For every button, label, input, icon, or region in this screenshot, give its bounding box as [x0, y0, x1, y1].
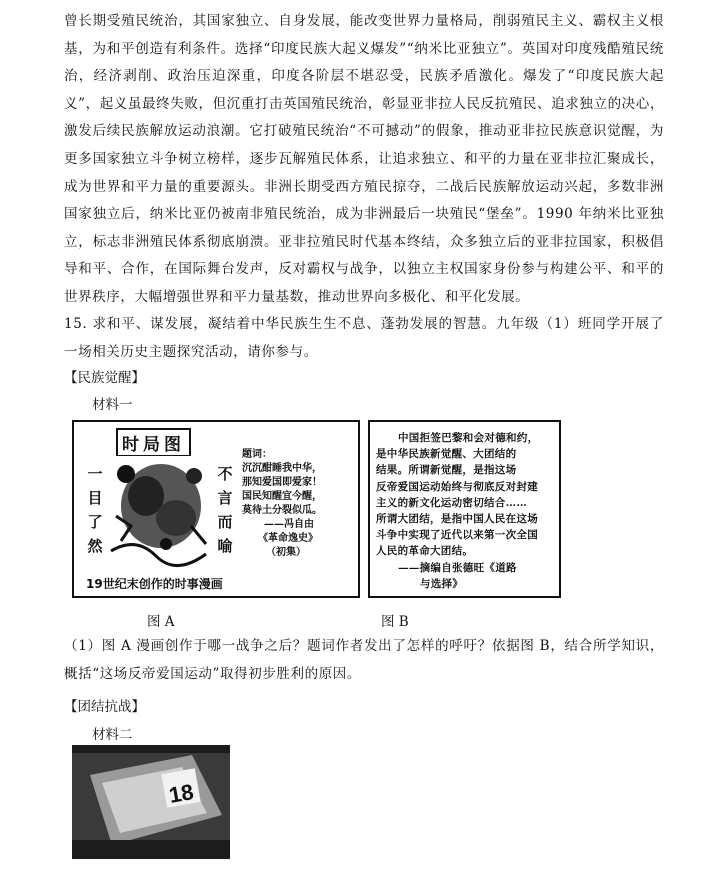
- excerpt-line: 所谓大团结，是指中国人民在这场: [376, 513, 538, 526]
- section-heading-united-resistance: 【团结抗战】: [64, 699, 145, 715]
- excerpt-line: 主义的新文化运动密切结合……: [376, 496, 528, 509]
- excerpt-text: [376, 430, 556, 592]
- inscription-line: 《革命逸史》: [258, 533, 318, 544]
- cartoon-caption: 19世纪末创作的时事漫画: [86, 577, 223, 591]
- figure-b-label: 图 B: [381, 614, 409, 630]
- inscription-line: （初集）: [266, 547, 306, 558]
- question-15-stem: 15. 求和平、谋发展，凝结着中华民族生生不息、蓬勃发展的智慧。九年级（1）班同学开展了一场相关历史主题探究活动，请你参与。: [64, 316, 664, 360]
- material-one-label: 材料一: [92, 397, 133, 413]
- excerpt-line: 结果。所谓新觉醒，是指这场: [376, 464, 517, 477]
- cartoon-left-caption: 一目了然: [87, 465, 103, 555]
- cartoon-title: 时局图: [116, 428, 191, 457]
- excerpt-line: 斗争中实现了近代以来第一次全国: [376, 529, 538, 542]
- cartoon-middle-caption: 不言而喻: [217, 465, 233, 555]
- section-heading-national-awakening: 【民族觉醒】: [64, 370, 145, 386]
- answer-paragraph: 曾长期受殖民统治，其国家独立、自身发展，能改变世界力量格局，削弱殖民主义、霸权主义根基，为和平创造有利条件。选择“印度民族大起义爆发”“纳米比亚独立”。英国对印度残酷殖民统治，经济剥削、政治压迫深重，印度各阶层不堪忍受，民族矛盾激化。爆发了“印度民族大起义”，起义虽最终失败，但沉重打击英国殖民统治，彰显亚非拉人民反抗殖民、追求独立的决心，激发后续民族解放运动浪潮。它打破殖民统治“不可撼动”的假象，推动亚非拉民族意识觉醒，为更多国家独立斗争树立榜样，逐步瓦解殖民体系，让追求独立、和平的力量在亚非拉汇聚成长，成为世界和平力量的重要源头。非洲长期受西方殖民掠夺，二战后民族解放运动兴起，多数非洲国家独立后，纳米比亚仍被南非殖民统治，成为非洲最后一块殖民“堡垒”。1990 年纳米比亚独立，标志非洲殖民体系彻底崩溃。亚非拉殖民时代基本终结，众多独立后的亚非拉国家，积极倡导和平、合作，在国际舞台发声，反对霸权与战争，以独立主权国家身份参与构建公平、和平的世界秩序，大幅增强世界和平力量基数，推动世界向多极化、和平化发展。: [64, 13, 664, 305]
- material-two-label: 材料二: [92, 727, 133, 743]
- inscription-line: 题词：: [242, 449, 272, 460]
- excerpt-line: 中国拒签巴黎和会对德和约，: [398, 432, 539, 444]
- excerpt-line: 与选择》: [420, 577, 464, 590]
- excerpt-line: 人民的革命大团结。: [376, 545, 474, 558]
- photo-illustration: [72, 745, 230, 859]
- photo-number: 18: [166, 779, 196, 808]
- cartoon-illustration: [106, 456, 212, 568]
- excerpt-line: 反帝爱国运动始终与彻底反对封建: [376, 480, 538, 493]
- figure-b-excerpt: [368, 420, 561, 598]
- inscription-line: ——冯自由: [264, 519, 314, 530]
- excerpt-line: 是中华民族新觉醒、大团结的: [376, 448, 517, 461]
- figure-a-cartoon: [72, 420, 360, 598]
- excerpt-line: ——摘编自张德旺《道路: [398, 561, 517, 574]
- inscription-line: 国民知醒宜今醒，: [242, 491, 322, 502]
- inscription-line: 那知爱国即爱家！: [242, 477, 322, 488]
- figure-a-label: 图 A: [147, 614, 175, 630]
- historical-photo: [72, 745, 230, 859]
- inscription-line: 莫待土分裂似瓜。: [242, 505, 322, 516]
- cartoon-inscription: [242, 448, 354, 560]
- inscription-line: 沉沉酣睡我中华，: [242, 463, 322, 474]
- question-1-text: （1）图 A 漫画创作于哪一战争之后？题词作者发出了怎样的呼吁？依据图 B，结合所学知识，概括“这场反帝爱国运动”取得初步胜利的原因。: [64, 638, 664, 682]
